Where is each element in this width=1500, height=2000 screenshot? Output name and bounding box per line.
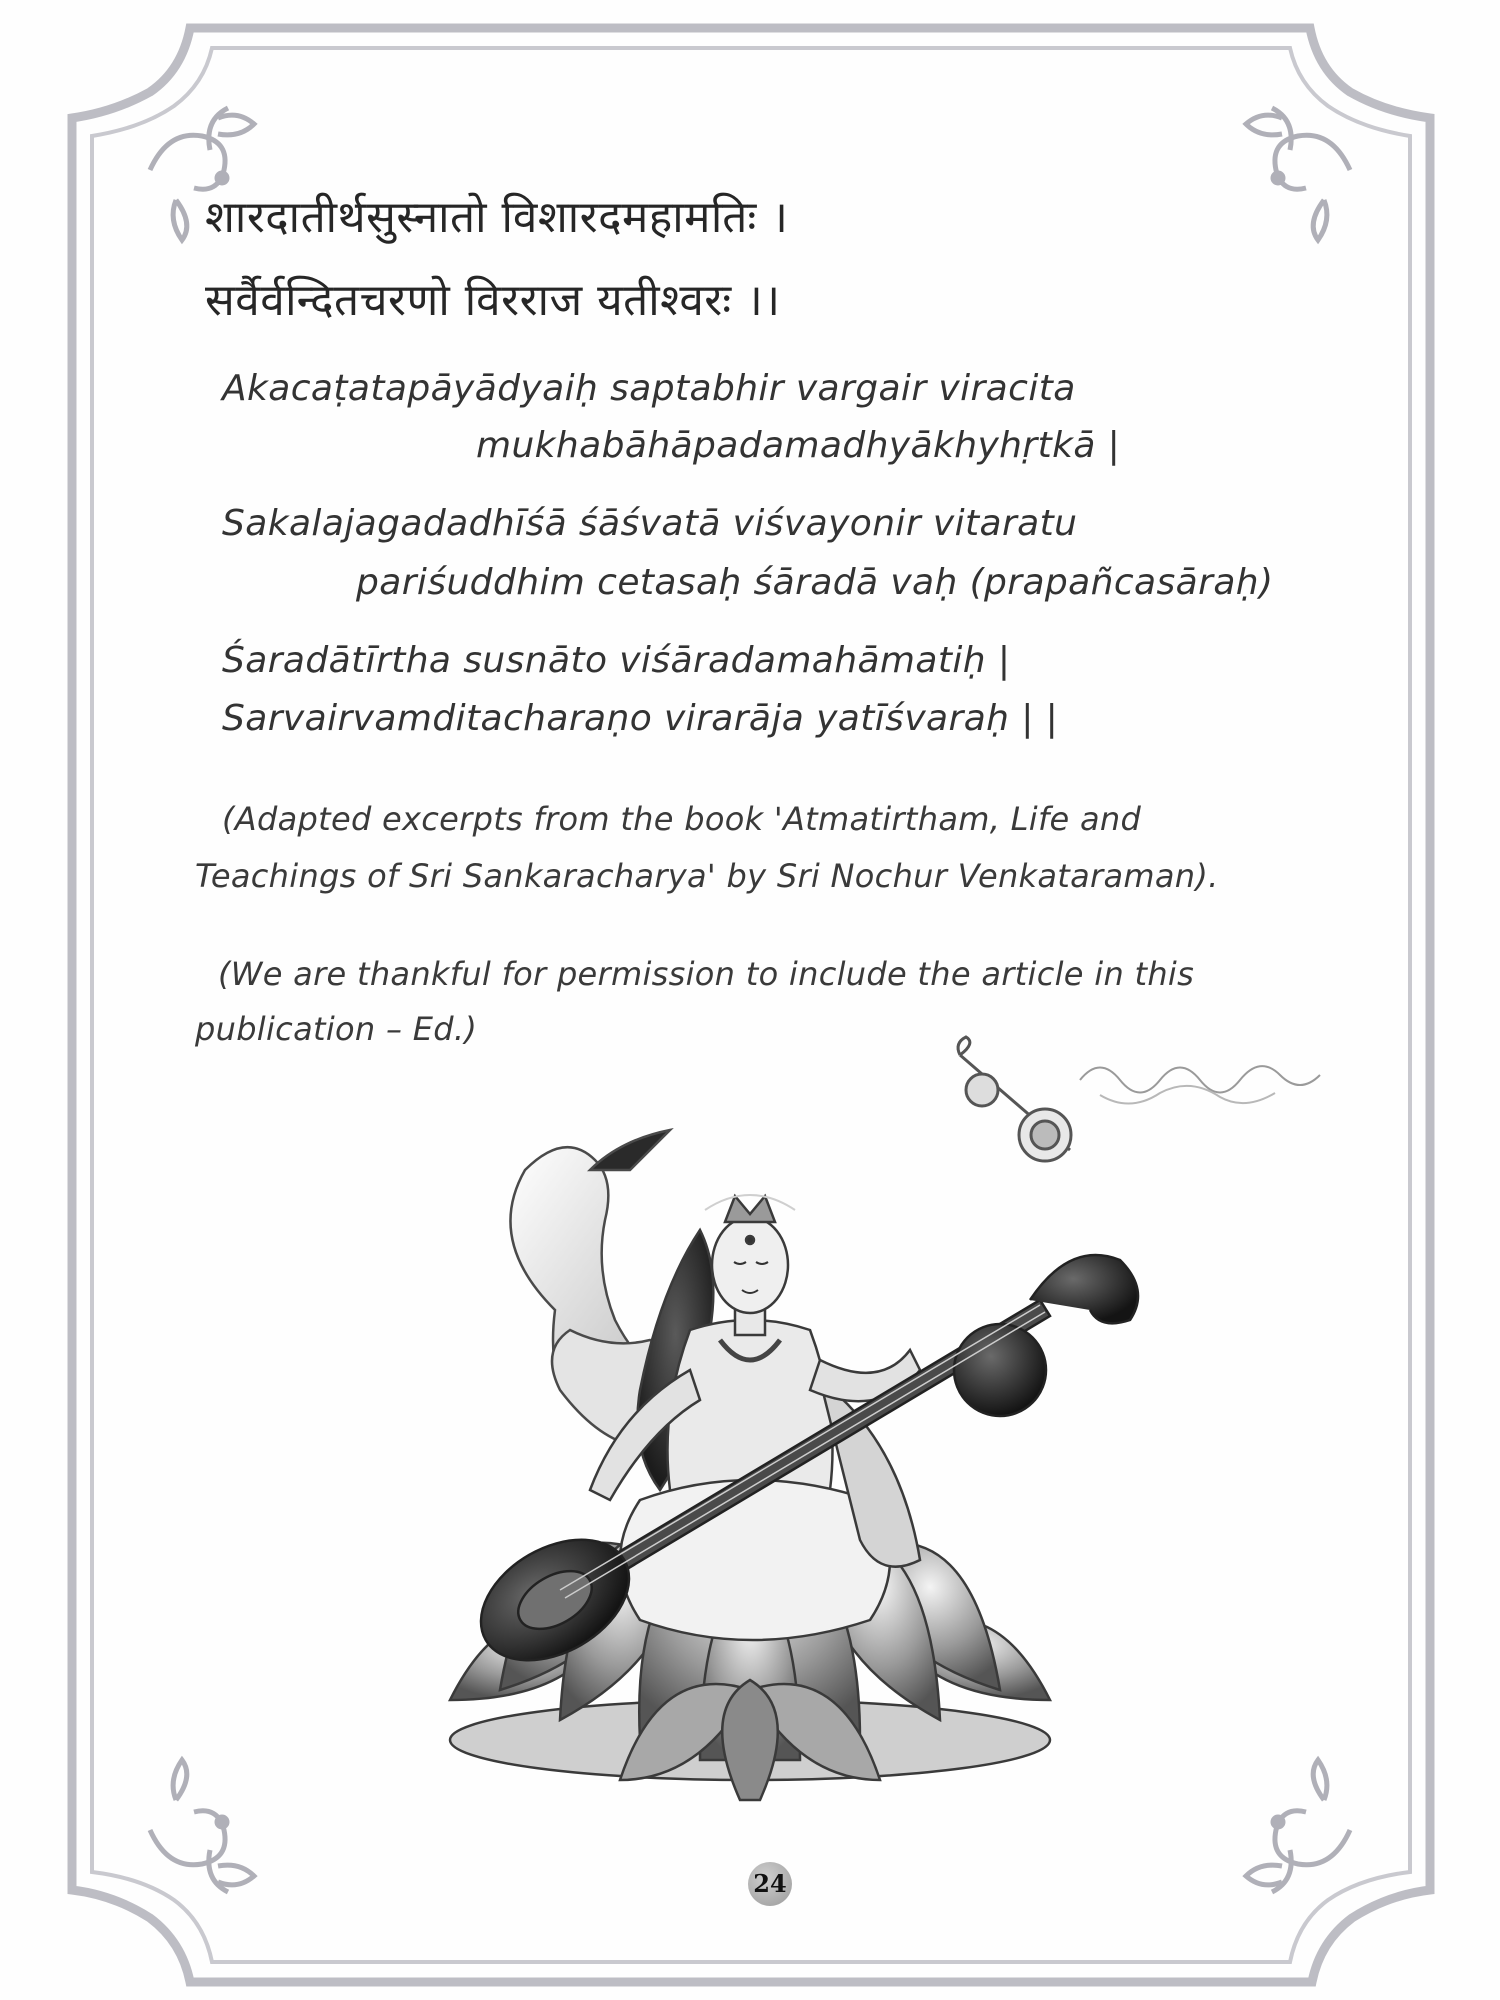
prapancasara-verse-line-1: Akacaṭatapāyādyaiḥ saptabhir vargair viracita: [222, 368, 1076, 409]
prapancasara-verse-line-4: pariśuddhim cetasaḥ śāradā vaḥ (prapañcasāraḥ): [356, 562, 1274, 603]
translit-verse-line-1: Śaradātīrtha susnāto viśāradamahāmatiḥ |: [222, 640, 1011, 681]
prapancasara-verse-line-3: Sakalajagadadhīśā śāśvatā viśvayonir vitaratu: [222, 503, 1078, 544]
page-number-badge: 24: [748, 1862, 792, 1906]
source-note-line-2: Teachings of Sri Sankaracharya' by Sri Nochur Venkataraman).: [195, 857, 1219, 895]
devanagari-verse-line-2: सर्वैर्वन्दितचरणो विरराज यतीश्वरः ।।: [205, 275, 781, 326]
source-note-line-1: (Adapted excerpts from the book 'Atmatirtham, Life and: [222, 800, 1142, 838]
thanks-note-line-1: (We are thankful for permission to include the article in this: [218, 955, 1195, 993]
devanagari-verse-line-1: शारदातीर्थसुस्नातो विशारदमहामतिः ।: [205, 192, 789, 243]
small-veena-decoration: [958, 1037, 1320, 1161]
thanks-note-line-2: publication – Ed.): [195, 1010, 478, 1048]
translit-verse-line-2: Sarvairvamditacharaṇo virarāja yatīśvaraḥ | |: [222, 698, 1059, 739]
prapancasara-verse-line-2: mukhabāhāpadamadhyākhyhṛtkā |: [476, 425, 1121, 466]
